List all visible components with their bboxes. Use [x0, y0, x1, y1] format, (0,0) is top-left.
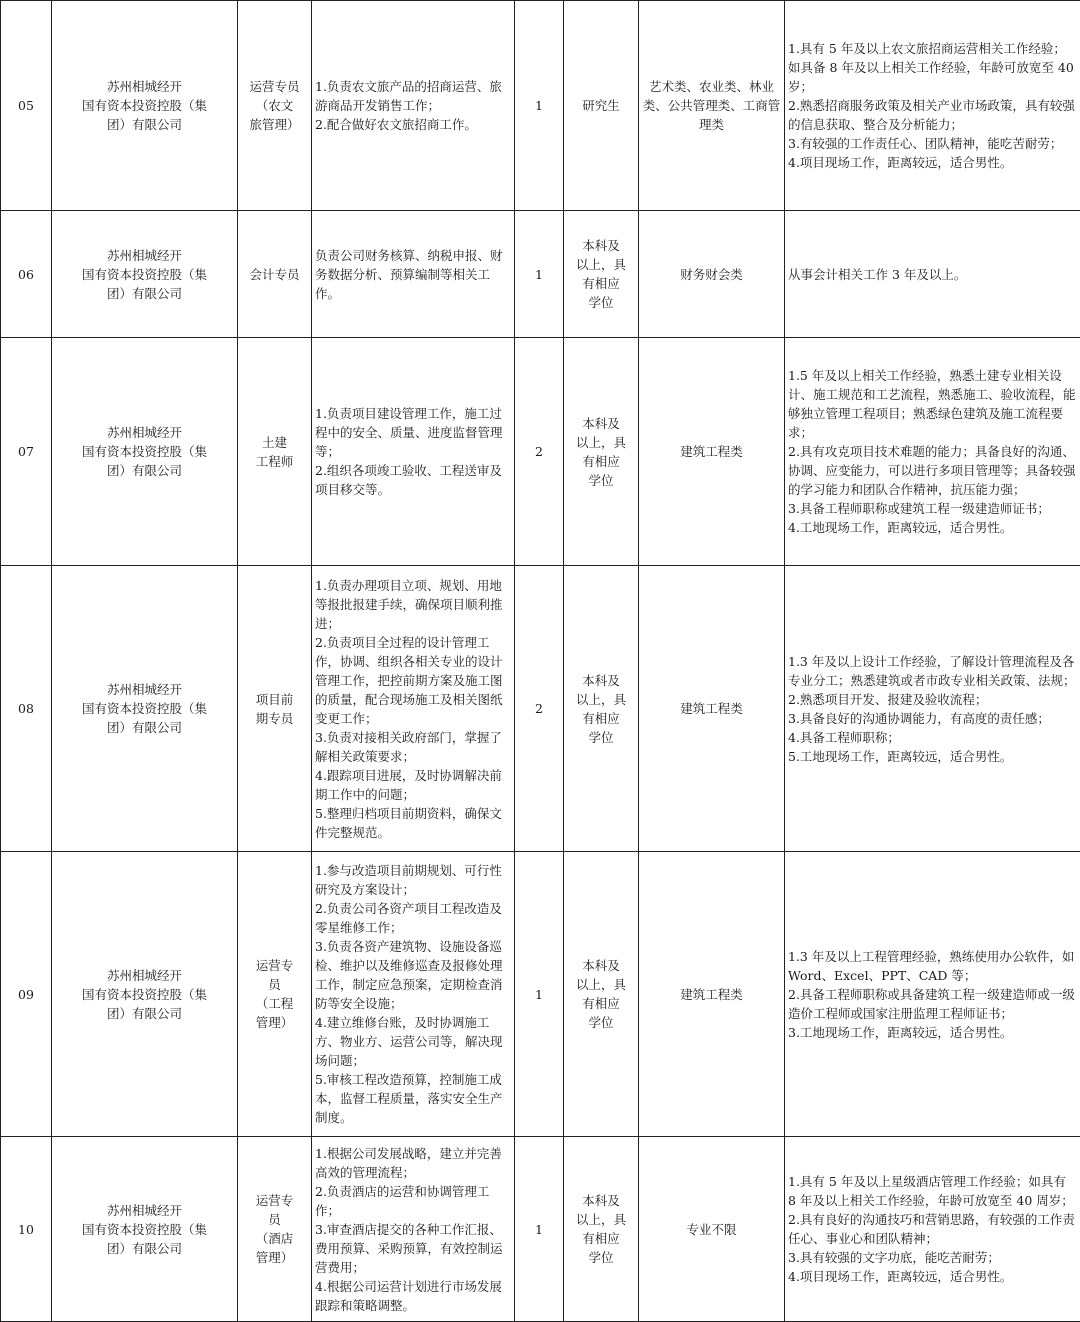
table-row [1, 1, 1080, 211]
other-requirements: 1.5 年及以上相关工作经验，熟悉土建专业相关设计、施工规范和工艺流程，熟悉施工、验收流程，能够独立管理工程项目；熟悉绿色建筑及施工流程要求； 2.具有攻克项目技术难题的能力；具备良好的沟通、协调、应变能力，可以进行多项目管理等；具备较强的学习能力和团队合作精神，抗压能力强； 3.具备工程师职称或建筑工程一级建造师证书； 4.工地现场工作，距离较远，适合男性。 [785, 338, 1080, 566]
education-requirement: 研究生 [564, 1, 639, 211]
education-requirement: 本科及 以上，具 有相应 学位 [564, 338, 639, 566]
position-name: 运营专员 （农文 旅管理） [238, 1, 312, 211]
table-row [1, 852, 1080, 1137]
job-duties: 1.参与改造项目前期规划、可行性研究及方案设计； 2.负责公司各资产项目工程改造及零星维修工作； 3.负责各资产建筑物、设施设备巡检、维护以及维修巡查及报修处理工作，制定应急预案，定期检查消防等安全设施； 4.建立维修台账，及时协调施工方、物业方、运营公司等，解决现场问题； 5.审核工程改造预算，控制施工成本，监督工程质量，落实安全生产制度。 [312, 852, 515, 1137]
job-duties: 负责公司财务核算、纳税申报、财务数据分析、预算编制等相关工作。 [312, 211, 515, 338]
education-requirement: 本科及 以上，具 有相应 学位 [564, 1137, 639, 1322]
education-requirement: 本科及 以上，具 有相应 学位 [564, 566, 639, 852]
other-requirements: 1.3 年及以上设计工作经验，了解设计管理流程及各专业分工；熟悉建筑或者市政专业相关政策、法规； 2.熟悉项目开发、报建及验收流程； 3.具备良好的沟通协调能力，有高度的责任感； 4.具备工程师职称； 5.工地现场工作，距离较远，适合男性。 [785, 566, 1080, 852]
company-name: 苏州相城经开 国有资本投资控股（集 团）有限公司 [52, 1137, 238, 1322]
major-requirement: 建筑工程类 [639, 566, 785, 852]
job-duties: 1.根据公司发展战略，建立并完善高效的管理流程； 2.负责酒店的运营和协调管理工作； 3.审查酒店提交的各种工作汇报、费用预算、采购预算，有效控制运营费用； 4.根据公司运营计划进行市场发展跟踪和策略调整。 [312, 1137, 515, 1322]
position-name: 运营专 员 （工程 管理） [238, 852, 312, 1137]
table-row [1, 566, 1080, 852]
company-name: 苏州相城经开 国有资本投资控股（集 团）有限公司 [52, 1, 238, 211]
education-requirement: 本科及 以上，具 有相应 学位 [564, 211, 639, 338]
major-requirement: 财务财会类 [639, 211, 785, 338]
position-name: 运营专 员 （酒店 管理） [238, 1137, 312, 1322]
job-duties: 1.负责办理项目立项、规划、用地等报批报建手续，确保项目顺利推进； 2.负责项目全过程的设计管理工作，协调、组织各相关专业的设计管理工作，把控前期方案及施工图的质量，配合现场施工及相关图纸变更工作； 3.负责对接相关政府部门，掌握了解相关政策要求； 4.跟踪项目进展，及时协调解决前期工作中的问题； 5.整理归档项目前期资料，确保文件完整规范。 [312, 566, 515, 852]
other-requirements: 从事会计相关工作 3 年及以上。 [785, 211, 1080, 338]
headcount: 1 [515, 211, 564, 338]
headcount: 1 [515, 1, 564, 211]
row-number: 07 [1, 338, 52, 566]
position-name: 会计专员 [238, 211, 312, 338]
row-number: 05 [1, 1, 52, 211]
company-name: 苏州相城经开 国有资本投资控股（集 团）有限公司 [52, 566, 238, 852]
company-name: 苏州相城经开 国有资本投资控股（集 团）有限公司 [52, 338, 238, 566]
company-name: 苏州相城经开 国有资本投资控股（集 团）有限公司 [52, 852, 238, 1137]
major-requirement: 专业不限 [639, 1137, 785, 1322]
job-duties: 1.负责农文旅产品的招商运营、旅游商品开发销售工作； 2.配合做好农文旅招商工作。 [312, 1, 515, 211]
headcount: 2 [515, 566, 564, 852]
row-number: 09 [1, 852, 52, 1137]
position-name: 项目前 期专员 [238, 566, 312, 852]
headcount: 1 [515, 852, 564, 1137]
major-requirement: 艺术类、农业类、林业类、公共管理类、工商管理类 [639, 1, 785, 211]
row-number: 06 [1, 211, 52, 338]
other-requirements: 1.具有 5 年及以上农文旅招商运营相关工作经验；如具备 8 年及以上相关工作经验，年龄可放宽至 40 岁； 2.熟悉招商服务政策及相关产业市场政策，具有较强的信息获取、整合及分析能力； 3.有较强的工作责任心、团队精神，能吃苦耐劳； 4.项目现场工作，距离较远，适合男性。 [785, 1, 1080, 211]
position-name: 土建 工程师 [238, 338, 312, 566]
other-requirements: 1.3 年及以上工程管理经验，熟练使用办公软件，如 Word、Excel、PPT、CAD 等； 2.具备工程师职称或具备建筑工程一级建造师或一级造价工程师或国家注册监理工程师证书； 3.工地现场工作，距离较远，适合男性。 [785, 852, 1080, 1137]
job-duties: 1.负责项目建设管理工作，施工过程中的安全、质量、进度监督管理等； 2.组织各项竣工验收、工程送审及项目移交等。 [312, 338, 515, 566]
other-requirements: 1.具有 5 年及以上星级酒店管理工作经验；如具有 8 年及以上相关工作经验，年龄可放宽至 40 周岁； 2.具有良好的沟通技巧和营销思路，有较强的工作责任心、事业心和团队精神； 3.具有较强的文字功底，能吃苦耐劳； 4.项目现场工作，距离较远，适合男性。 [785, 1137, 1080, 1322]
table-row [1, 338, 1080, 566]
company-name: 苏州相城经开 国有资本投资控股（集 团）有限公司 [52, 211, 238, 338]
table-row [1, 211, 1080, 338]
headcount: 2 [515, 338, 564, 566]
headcount: 1 [515, 1137, 564, 1322]
row-number: 08 [1, 566, 52, 852]
row-number: 10 [1, 1137, 52, 1322]
table-row [1, 1137, 1080, 1322]
education-requirement: 本科及 以上，具 有相应 学位 [564, 852, 639, 1137]
major-requirement: 建筑工程类 [639, 852, 785, 1137]
major-requirement: 建筑工程类 [639, 338, 785, 566]
